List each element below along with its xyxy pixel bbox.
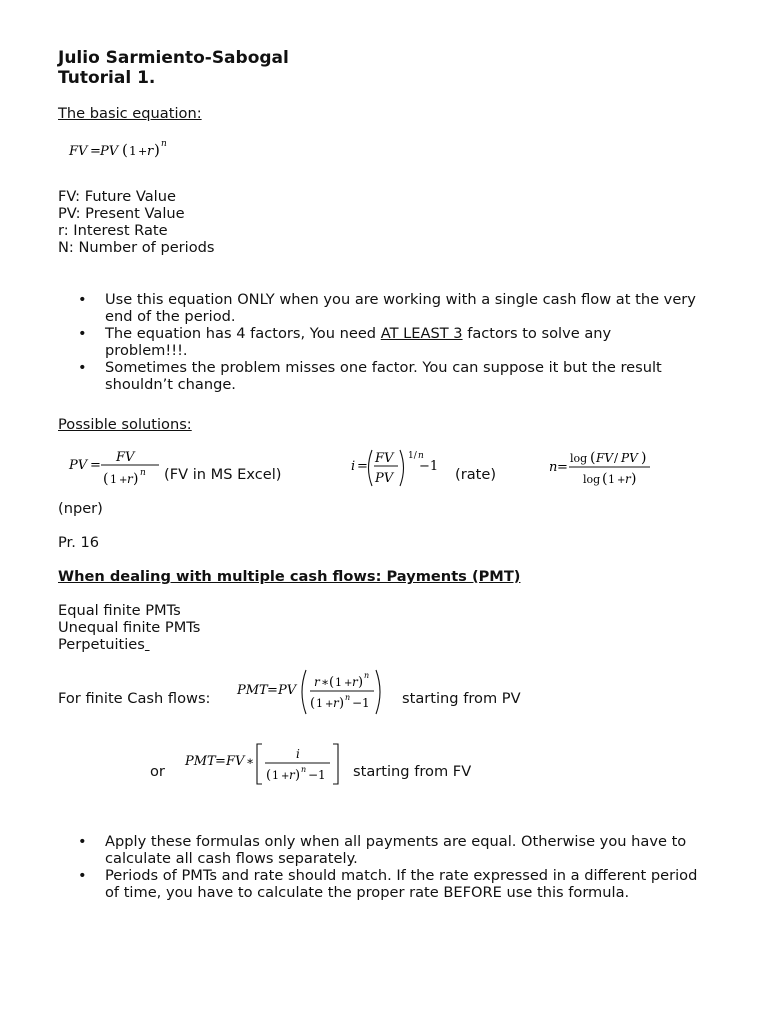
- svg-text:log: log: [570, 452, 588, 465]
- definition-pv: PV: Present Value: [58, 205, 185, 222]
- bullet-item: • Apply these formulas only when all payments are equal. Otherwise you have to calculate all cash flows separately.: [58, 833, 708, 867]
- svg-text:): ): [631, 471, 637, 487]
- definition-n: N: Number of periods: [58, 239, 215, 256]
- svg-text:1: 1: [335, 676, 342, 689]
- svg-text:n: n: [345, 693, 351, 702]
- svg-text:PMT: PMT: [237, 683, 268, 698]
- svg-text:∗: ∗: [246, 754, 255, 768]
- author-name: Julio Sarmiento-Sabogal: [58, 48, 289, 68]
- pmt-from-fv-formula: [182, 740, 342, 790]
- svg-text:r: r: [127, 472, 133, 486]
- basic-equation-heading: The basic equation:: [58, 105, 202, 122]
- svg-text:i: i: [351, 459, 356, 474]
- svg-text:(: (: [602, 471, 608, 487]
- svg-text:n: n: [549, 460, 558, 475]
- svg-text:+: +: [617, 475, 626, 486]
- nper-note: (nper): [58, 500, 103, 517]
- bullet-item: • Use this equation ONLY when you are working with a single cash flow at the very end of the period.: [58, 291, 698, 325]
- svg-text:=: =: [215, 754, 226, 769]
- svg-text:FV: FV: [116, 450, 135, 465]
- bullet-item: • The equation has 4 factors, You need AT LEAST 3 factors to solve any problem!!!.: [58, 325, 698, 359]
- svg-text:r: r: [147, 144, 154, 159]
- rate-formula-note: (rate): [455, 466, 497, 483]
- svg-text:(: (: [266, 768, 272, 783]
- svg-text:PV: PV: [278, 683, 297, 698]
- svg-text:FV: FV: [69, 144, 88, 159]
- svg-text:FV: FV: [375, 451, 394, 466]
- svg-text:FV: FV: [226, 754, 245, 769]
- svg-text:log: log: [583, 473, 601, 486]
- svg-text:(: (: [103, 471, 109, 487]
- pv-formula-note: (FV in MS Excel): [164, 466, 282, 483]
- rate-formula: [348, 444, 448, 492]
- bullet-item: • Periods of PMTs and rate should match. If the rate expressed in a different period of time, you have to calculate the proper rate BEFORE use this formula.: [58, 867, 708, 901]
- pmt-bullet-list: [58, 833, 708, 901]
- svg-text:r: r: [352, 675, 358, 689]
- svg-text:+: +: [325, 699, 334, 710]
- svg-text:): ): [295, 768, 301, 783]
- svg-text:(: (: [310, 696, 316, 711]
- svg-text:(: (: [122, 141, 128, 159]
- svg-text:PV: PV: [69, 458, 88, 473]
- definition-fv: FV: Future Value: [58, 188, 176, 205]
- tutorial-title: Tutorial 1.: [58, 68, 156, 88]
- svg-text:(: (: [590, 450, 596, 466]
- svg-text:): ): [339, 696, 345, 711]
- svg-text:=: =: [357, 459, 368, 474]
- svg-text:1: 1: [110, 473, 117, 486]
- svg-text:n: n: [301, 765, 307, 774]
- svg-text:r: r: [314, 675, 320, 689]
- basic-bullet-list: [58, 291, 698, 393]
- svg-text:): ): [641, 450, 647, 466]
- svg-text:+: +: [281, 771, 290, 782]
- definition-r: r: Interest Rate: [58, 222, 168, 239]
- pmt-type-unequal: Unequal finite PMTs: [58, 619, 201, 636]
- svg-text:n: n: [364, 671, 370, 680]
- svg-text:n: n: [418, 451, 424, 461]
- svg-text:=: =: [267, 683, 278, 698]
- svg-text:): ): [133, 471, 139, 487]
- svg-text:PMT: PMT: [185, 754, 216, 769]
- svg-text:−1: −1: [352, 696, 370, 710]
- svg-text:1: 1: [608, 473, 615, 486]
- bullet-item: • Sometimes the problem misses one factor. You can suppose it but the result shouldn’t change.: [58, 359, 698, 393]
- svg-text:=: =: [557, 460, 568, 475]
- svg-text:r: r: [289, 768, 295, 782]
- svg-text:+: +: [119, 475, 128, 486]
- svg-text:(: (: [329, 675, 335, 690]
- svg-text:=: =: [90, 458, 101, 473]
- svg-text:/: /: [614, 451, 619, 465]
- svg-text:−1: −1: [308, 768, 326, 782]
- nper-formula: [546, 446, 666, 492]
- pmt-type-perpetuities: Perpetuities: [58, 636, 145, 653]
- svg-text:1: 1: [272, 769, 279, 782]
- svg-text:FV: FV: [596, 451, 613, 465]
- svg-text:): ): [154, 141, 160, 159]
- finite-cashflows-label: For finite Cash flows:: [58, 690, 211, 707]
- pmt-type-equal: Equal finite PMTs: [58, 602, 181, 619]
- pmt-from-pv-formula: [234, 666, 384, 718]
- possible-solutions-heading: Possible solutions:: [58, 416, 192, 433]
- svg-text:n: n: [140, 468, 146, 478]
- pv-formula: [66, 446, 166, 492]
- svg-text:∗: ∗: [321, 675, 330, 689]
- svg-text:r: r: [625, 472, 631, 486]
- svg-text:i: i: [296, 747, 300, 761]
- svg-text:PV: PV: [621, 451, 638, 465]
- svg-text:PV: PV: [375, 471, 394, 486]
- problem-reference: Pr. 16: [58, 534, 100, 551]
- svg-text:PV: PV: [100, 144, 119, 159]
- basic-equation-formula: [66, 136, 186, 162]
- svg-text:n: n: [161, 139, 167, 149]
- svg-text:1: 1: [129, 144, 137, 158]
- svg-text:r: r: [333, 696, 339, 710]
- svg-text:1: 1: [316, 697, 323, 710]
- from-pv-note: starting from PV: [402, 690, 521, 707]
- or-label: or: [150, 763, 165, 780]
- svg-text:+: +: [138, 145, 148, 158]
- svg-text:=: =: [90, 144, 101, 159]
- pmt-heading: When dealing with multiple cash flows: Payments (PMT): [58, 568, 521, 585]
- svg-text:1/: 1/: [408, 451, 417, 461]
- from-fv-note: starting from FV: [353, 763, 472, 780]
- svg-text:−1: −1: [419, 459, 439, 474]
- svg-text:+: +: [344, 678, 353, 689]
- svg-text:): ): [358, 675, 364, 690]
